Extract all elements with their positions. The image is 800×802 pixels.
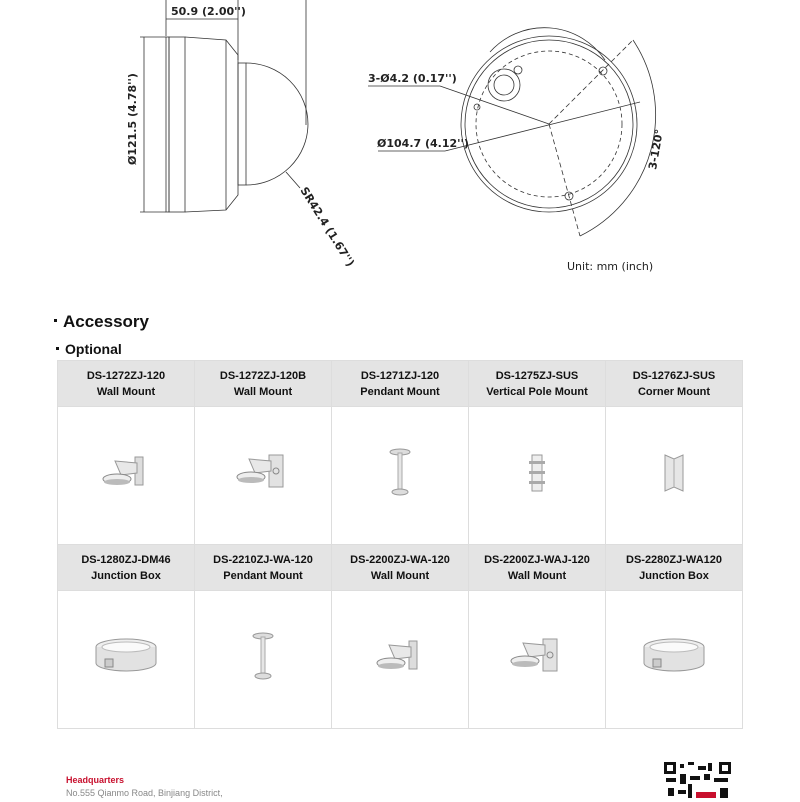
accessory-cell: [606, 545, 743, 591]
footer-address: No.555 Qianmo Road, Binjiang District,: [66, 788, 223, 798]
accessory-cell: [606, 361, 743, 407]
accessory-model: DS-2200ZJ-WA-120: [350, 553, 450, 566]
accessory-image-cell: [195, 407, 332, 545]
accessory-image-cell: [469, 407, 606, 545]
dome-radius-label: SR42.4 (1.67''): [297, 184, 357, 270]
accessory-type: Wall Mount: [96, 385, 156, 398]
accessory-image-cell: [332, 591, 469, 729]
pole-mount-icon: [527, 480, 547, 497]
accessory-model: DS-1276ZJ-SUS: [632, 369, 716, 382]
accessory-image-cell: [195, 591, 332, 729]
bottom-view-drawing: [360, 0, 700, 280]
accessory-model: DS-2200ZJ-WAJ-120: [484, 553, 590, 566]
junction-box-icon: [91, 664, 161, 681]
holes-label: 3-Ø4.2 (0.17''): [368, 72, 457, 85]
section-title: [54, 312, 149, 332]
accessory-model: DS-1275ZJ-SUS: [495, 369, 579, 382]
accessory-table: [57, 360, 743, 729]
accessory-cell: [332, 545, 469, 591]
accessory-cell: [58, 545, 195, 591]
accessory-model: DS-1272ZJ-120: [86, 369, 166, 382]
accessory-type: Pendant Mount: [360, 385, 440, 398]
side-width-label: 50.9 (2.00''): [171, 5, 246, 18]
accessory-image-row: [58, 591, 743, 729]
accessory-image-cell: [606, 591, 743, 729]
junction-box-icon: [639, 664, 709, 681]
section-subtitle-text: Optional: [65, 341, 122, 357]
accessory-image-cell: [332, 407, 469, 545]
accessory-cell: [58, 361, 195, 407]
accessory-type: Junction Box: [639, 569, 709, 582]
section-title-text: Accessory: [63, 312, 150, 331]
qr-code-icon: [664, 762, 731, 802]
accessory-cell: [332, 361, 469, 407]
corner-mount-icon: [663, 480, 685, 497]
hole-circle-label: Ø104.7 (4.12''): [377, 137, 469, 150]
accessory-cell: [195, 545, 332, 591]
accessory-type: Junction Box: [91, 569, 161, 582]
accessory-model: DS-2210ZJ-WA-120: [213, 553, 313, 566]
pendant-mount-icon: [385, 485, 415, 502]
footer-heading: Headquarters: [66, 775, 125, 785]
accessory-model: DS-1271ZJ-120: [360, 369, 440, 382]
unit-label: Unit: mm (inch): [567, 260, 654, 273]
section-subtitle: [56, 341, 122, 357]
accessory-image-cell: [606, 407, 743, 545]
accessory-cell: [469, 545, 606, 591]
accessory-type: Pendant Mount: [223, 569, 303, 582]
accessory-type: Vertical Pole Mount: [486, 385, 588, 398]
accessory-header-row: [58, 361, 743, 407]
angle-label: 3-120°: [646, 128, 667, 171]
wall-mount-icon: [101, 480, 151, 497]
accessory-type: Wall Mount: [233, 385, 293, 398]
accessory-cell: [195, 361, 332, 407]
side-view-drawing: [0, 0, 370, 270]
accessory-header-row: [58, 545, 743, 591]
wall-mount-icon: [375, 664, 425, 681]
accessory-image-cell: [58, 591, 195, 729]
accessory-image-cell: [58, 407, 195, 545]
accessory-cell: [469, 361, 606, 407]
pendant-mount-icon: [248, 669, 278, 686]
side-diameter-label: Ø121.5 (4.78''): [126, 73, 139, 165]
accessory-image-row: [58, 407, 743, 545]
wall-mount-box-icon: [509, 666, 565, 683]
accessory-type: Wall Mount: [507, 569, 567, 582]
accessory-type: Corner Mount: [637, 385, 711, 398]
accessory-type: Wall Mount: [370, 569, 430, 582]
accessory-model: DS-1280ZJ-DM46: [81, 553, 171, 566]
wall-mount-box-icon: [235, 482, 291, 499]
accessory-model: DS-2280ZJ-WA120: [626, 553, 722, 566]
accessory-image-cell: [469, 591, 606, 729]
accessory-model: DS-1272ZJ-120B: [219, 369, 307, 382]
